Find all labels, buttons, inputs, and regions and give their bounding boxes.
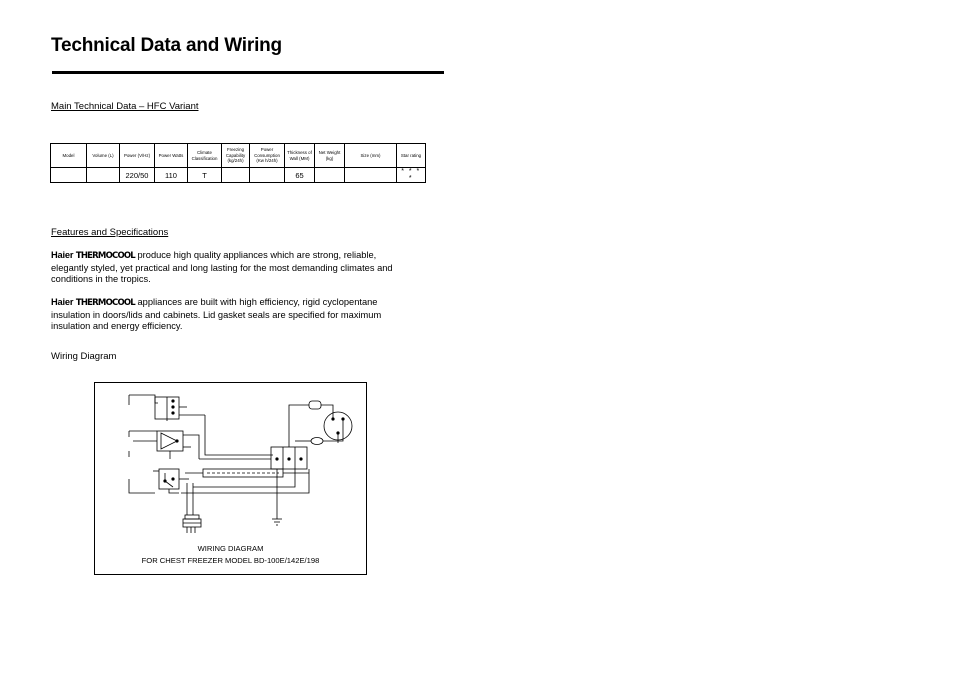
table-cell bbox=[345, 168, 397, 183]
column-header: Power (V/Hz) bbox=[120, 144, 155, 168]
features-heading: Features and Specifications bbox=[51, 227, 169, 238]
diagram-caption-model: FOR CHEST FREEZER MODEL BD-100E/142E/198 bbox=[141, 556, 320, 565]
column-header: Net Weight (kg) bbox=[315, 144, 345, 168]
table-row bbox=[51, 168, 426, 183]
table-header-row bbox=[51, 144, 426, 168]
thermostat-symbol bbox=[129, 395, 205, 421]
table-cell bbox=[87, 168, 120, 183]
table-cell: T bbox=[188, 168, 222, 183]
column-header: Model bbox=[51, 144, 87, 168]
table-cell bbox=[315, 168, 345, 183]
wiring-diagram bbox=[94, 382, 367, 575]
relay-symbol bbox=[129, 431, 199, 459]
brand-name: Haier bbox=[51, 297, 74, 307]
switch-symbol bbox=[129, 469, 189, 493]
brand-name: Haier bbox=[51, 250, 74, 260]
page-title: Technical Data and Wiring bbox=[51, 35, 282, 56]
paragraph-text: appliances are built with high efficiency, rigid cyclopentane insulation in doors/lids and cabinets. Lid gasket seals are specified for maximum insulation and energy efficiency. bbox=[51, 297, 382, 332]
features-paragraph bbox=[51, 297, 411, 333]
star-rating-cell: * * * * bbox=[397, 168, 426, 183]
technical-data-heading: Main Technical Data – HFC Variant bbox=[51, 101, 199, 112]
column-header: Climate Classification bbox=[188, 144, 222, 168]
table-cell: 65 bbox=[285, 168, 315, 183]
table-cell bbox=[222, 168, 250, 183]
wiring-diagram-heading: Wiring Diagram bbox=[51, 351, 117, 362]
column-header: Thickness of Wall (MM) bbox=[285, 144, 315, 168]
column-header: Freezing Capability (kg/24h) bbox=[222, 144, 250, 168]
title-rule bbox=[52, 71, 444, 74]
table-cell: 110 bbox=[155, 168, 188, 183]
power-plug-symbol bbox=[181, 469, 309, 533]
technical-data-table bbox=[50, 143, 426, 183]
heater-strip-symbol bbox=[185, 469, 309, 477]
column-header: Power Watts bbox=[155, 144, 188, 168]
column-header: Power Consumption (Kw h/24h) bbox=[250, 144, 285, 168]
table-cell bbox=[51, 168, 87, 183]
column-header: Star rating bbox=[397, 144, 426, 168]
paragraph-text: produce high quality appliances which are strong, reliable, elegantly styled, yet practical and long lasting for the most demanding climates and conditions in the tropics. bbox=[51, 250, 393, 285]
table-cell bbox=[250, 168, 285, 183]
compressor-relay-symbol bbox=[271, 447, 307, 469]
features-paragraph bbox=[51, 250, 411, 286]
column-header: Size (mm) bbox=[345, 144, 397, 168]
diagram-caption-title: WIRING DIAGRAM bbox=[197, 544, 264, 553]
column-header: Volume (L) bbox=[87, 144, 120, 168]
thermocool-logo: THERMOCOOL bbox=[75, 251, 135, 261]
compressor-motor-symbol bbox=[289, 401, 352, 447]
thermocool-logo: THERMOCOOL bbox=[75, 298, 135, 308]
wire bbox=[205, 415, 273, 455]
table-cell: 220/50 bbox=[120, 168, 155, 183]
